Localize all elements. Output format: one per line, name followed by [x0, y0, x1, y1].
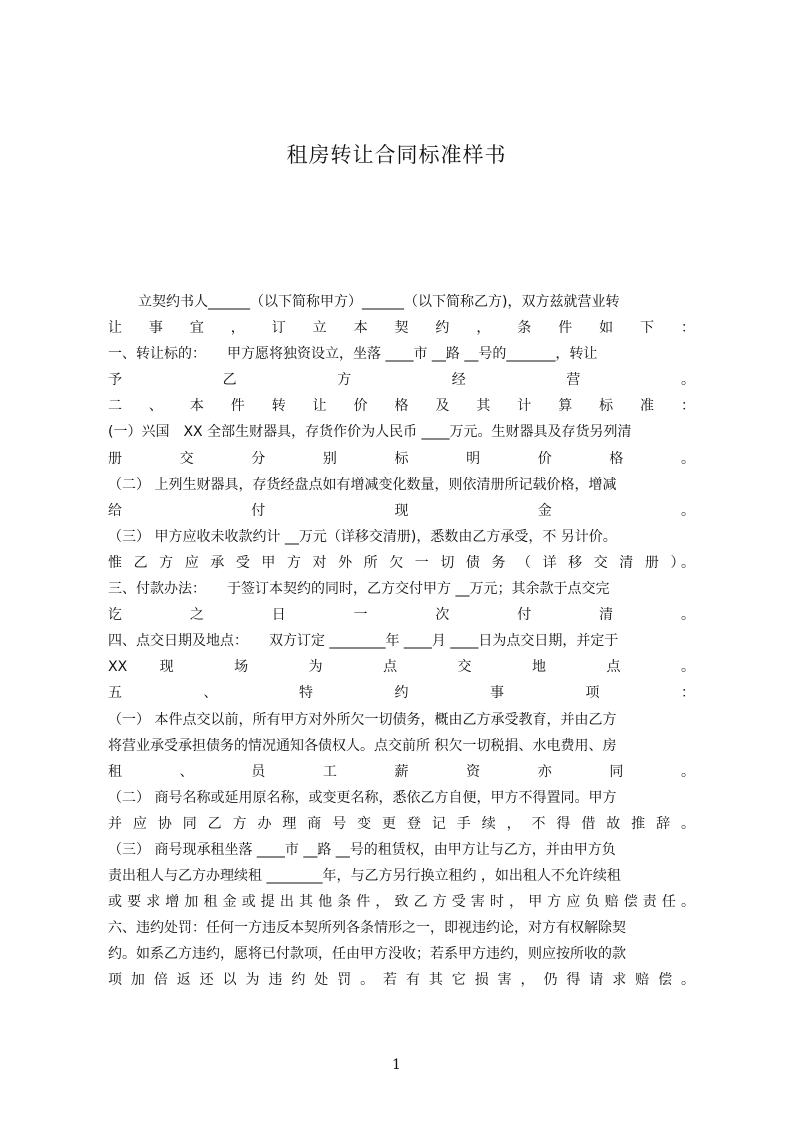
paragraph-line: 三、付款办法： 于签订本契约的同时，乙方交付甲方 __万元；其余款于点交完: [108, 581, 610, 598]
section-heading: 二 、 本 件 转 让 价 格 及 其 计 算 标 准 ：: [108, 398, 695, 415]
section-heading: 五 、 特 约 事 项 ：: [108, 685, 695, 702]
paragraph-line: （三） 甲方应收未收款约计 __万元（详移交清册)，悉数由乙方承受，不 另计价。: [108, 528, 617, 545]
paragraph-line: 让 事 宜 ， 订 立 本 契 约 ， 条 件 如 下 ：: [108, 320, 695, 337]
paragraph-line: 一、转让标的： 甲方愿将独资设立，坐落 ____市 __路 __号的_______，转让: [108, 346, 598, 363]
paragraph-line: （一） 本件点交以前，所有甲方对外所欠一切债务，概由乙方承受教育，并由乙方: [108, 711, 617, 728]
paragraph-line: XX 现 场 为 点 交 地 点 。: [108, 659, 695, 676]
paragraph-line: 册 交 分 别 标 明 价 格 。: [108, 450, 695, 467]
paragraph-line: (一）兴国 XX 全部生财器具，存货作价为人民币 ____万元。生财器具及存货另列清: [108, 424, 632, 441]
paragraph-line: 予 乙 方 经 营 。: [108, 372, 695, 389]
contract-body: [108, 289, 695, 994]
paragraph-line: （二） 上列生财器具，存货经盘点如有增减变化数量，则依清册所记载价格，增减: [108, 476, 617, 493]
paragraph-line: 讫 之 日 一 次 付 清 。: [108, 607, 695, 624]
paragraph-line: 四、点交日期及地点： 双方订定 ________年 ____月 ____日为点交日期，并定于: [108, 633, 619, 650]
paragraph-line: 将营业承受承担债务的情况通知各债权人。点交前所 积欠一切税捐、水电费用、房: [108, 737, 617, 754]
paragraph-line: 租 、 员 工 薪 资 亦 同 。: [108, 763, 695, 780]
paragraph-line: （二） 商号名称或延用原名称，或变更名称，悉依乙方自便，甲方不得置同。甲方: [108, 789, 617, 806]
paragraph-line: 给 付 现 金 。: [108, 502, 695, 519]
paragraph-line: 六、违约处罚：任何一方违反本契所列各条情形之一，即视违约论，对方有权解除契: [108, 920, 626, 937]
paragraph-line: 责出租人与乙方办理续租 ________年，与乙方另行换立租约 ，如出租人不允许续租: [108, 868, 621, 885]
paragraph-line: 项 加 倍 返 还 以 为 违 约 处 罚 。 若 有 其 它 损 害 ， 仍 得 请 求 赔 偿 。: [108, 972, 695, 989]
paragraph-line: 立契约书人______（以下简称甲方）______（以下简称乙方)，双方兹就营业转: [138, 294, 620, 310]
paragraph-line: 并 应 协 同 乙 方 办 理 商 号 变 更 登 记 手 续 ， 不 得 借 故 推 辞 。: [108, 815, 695, 832]
paragraph-line: 惟 乙 方 应 承 受 甲 方 对 外 所 欠 一 切 债 务 （ 详 移 交 清 册 ）。: [108, 554, 695, 571]
page-number: 1: [392, 1057, 401, 1073]
paragraph-line: （三） 商号现承租坐落 ____市 __路 __号的租赁权，由甲方让与乙方，并由甲方负: [108, 841, 616, 858]
document-title: 租房转让合同标准样书: [286, 143, 507, 167]
paragraph-line: 或 要 求 增 加 租 金 或 提 出 其 他 条 件 ， 致 乙 方 受 害 时 ， 甲 方 应 负 赔 偿 责 任 。: [108, 894, 695, 911]
paragraph-line: 约。如系乙方违约，愿将已付款项，任由甲方没收；若系甲方违约，则应按所收的款: [108, 946, 626, 963]
